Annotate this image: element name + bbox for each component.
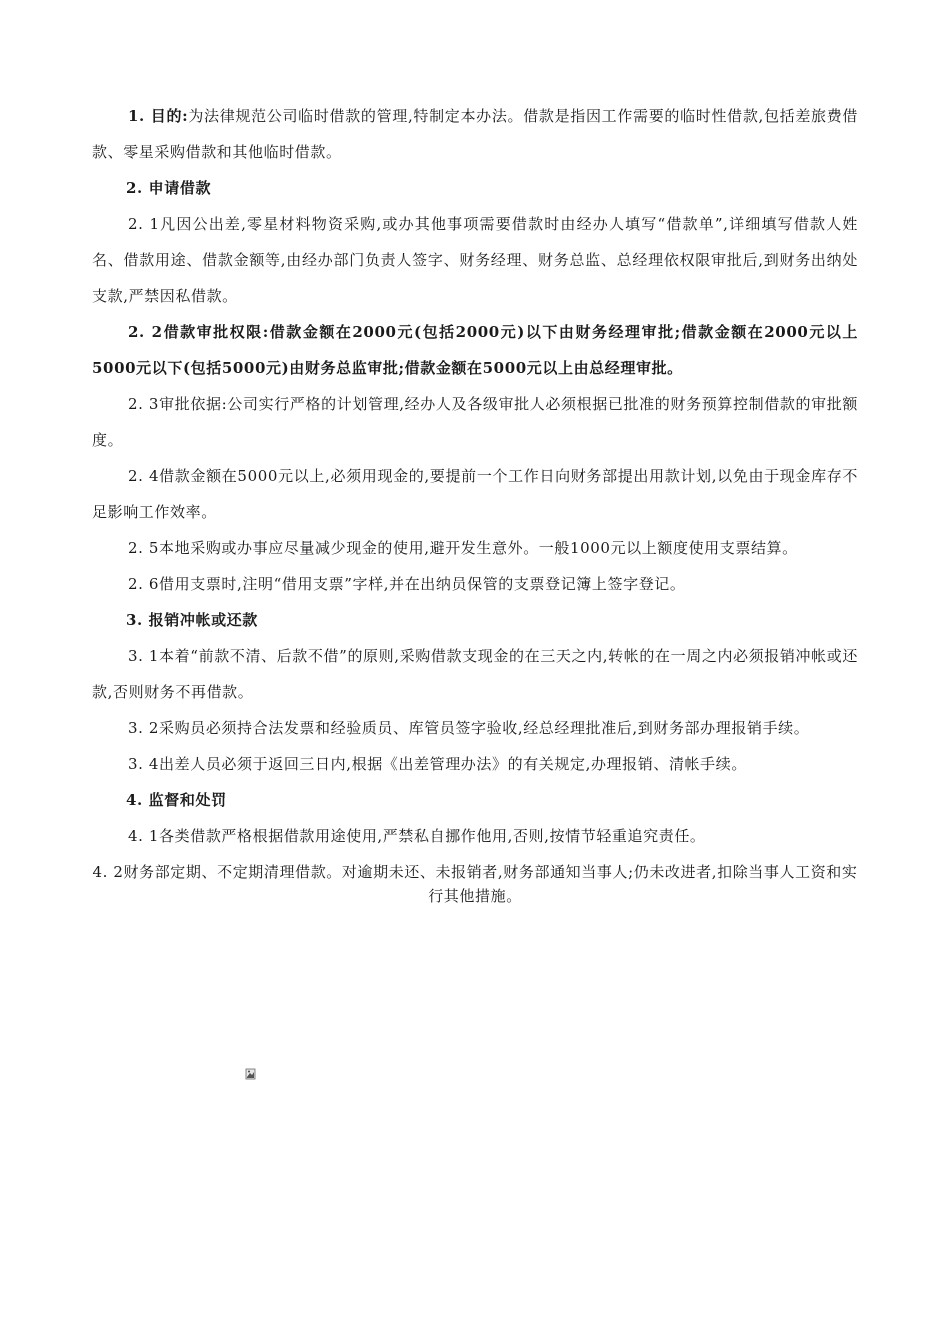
- document-body: [92, 98, 858, 908]
- paragraph-purpose: [92, 98, 858, 170]
- clause-3-2: 3. 2采购员必须持合法发票和经验质员、库管员签字验收,经总经理批准后,到财务部办理报销手续。: [128, 719, 810, 737]
- clause-2-5: 2. 5本地采购或办事应尽量减少现金的使用,避开发生意外。一般1000元以上额度使用支票结算。: [128, 539, 798, 557]
- clause-4-2: 4. 2财务部定期、不定期清理借款。对逾期未还、未报销者,财务部通知当事人;仍未改进者,扣除当事人工资和实行其他措施。: [92, 863, 858, 905]
- clause-2-1: 2. 1凡因公出差,零星材料物资采购,或办其他事项需要借款时由经办人填写“借款单”,详细填写借款人姓名、借款用途、借款金额等,由经办部门负责人签字、财务经理、财务总监、总经理依权限审批后,到财务出纳处支款,严禁因私借款。: [92, 215, 858, 305]
- clause-3-1: 3. 1本着“前款不清、后款不借”的原则,采购借款支现金的在三天之内,转帐的在一周之内必须报销冲帐或还款,否则财务不再借款。: [92, 647, 858, 701]
- purpose-text: 为法律规范公司临时借款的管理,特制定本办法。借款是指因工作需要的临时性借款,包括差旅费借款、零星采购借款和其他临时借款。: [92, 107, 858, 161]
- image-placeholder-icon: [245, 1068, 256, 1080]
- clause-2-2: 2. 2借款审批权限:借款金额在2000元(包括2000元)以下由财务经理审批;借款金额在2000元以上5000元以下(包括5000元)由财务总监审批;借款金额在5000元以上由总经理审批。: [92, 323, 858, 377]
- section-heading-reimburse: 3. 报销冲帐或还款: [126, 611, 258, 629]
- clause-2-4: 2. 4借款金额在5000元以上,必须用现金的,要提前一个工作日向财务部提出用款计划,以免由于现金库存不足影响工作效率。: [92, 467, 858, 521]
- clause-2-6: 2. 6借用支票时,注明“借用支票”字样,并在出纳员保管的支票登记簿上签字登记。: [128, 575, 686, 593]
- section-heading-apply: 2. 申请借款: [126, 179, 212, 197]
- clause-2-3: 2. 3审批依据:公司实行严格的计划管理,经办人及各级审批人必须根据已批准的财务预算控制借款的审批额度。: [92, 395, 858, 449]
- purpose-heading: 1. 目的:: [128, 107, 189, 125]
- section-heading-supervision: 4. 监督和处罚: [126, 791, 227, 809]
- clause-4-1: 4. 1各类借款严格根据借款用途使用,严禁私自挪作他用,否则,按情节轻重追究责任。: [128, 827, 706, 845]
- clause-3-4: 3. 4出差人员必须于返回三日内,根据《出差管理办法》的有关规定,办理报销、清帐手续。: [128, 755, 747, 773]
